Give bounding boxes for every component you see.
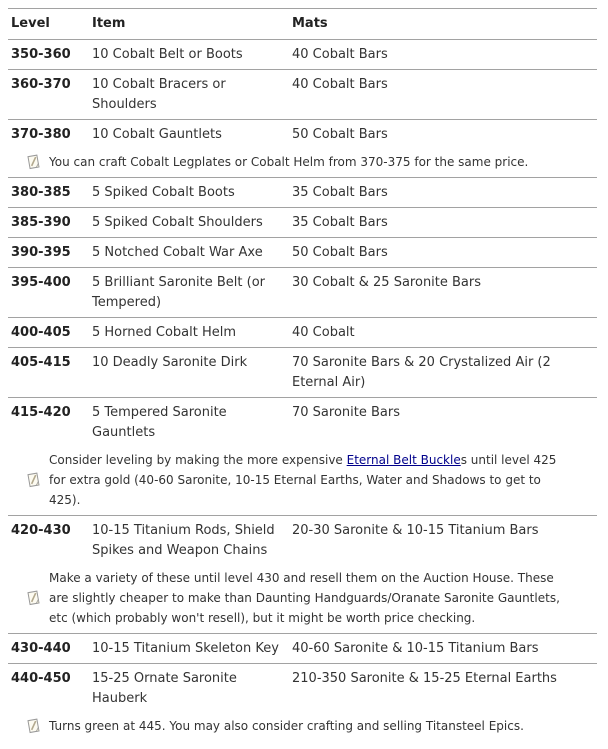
mats-value: 50 Cobalt Bars [292,127,388,142]
level-range: 415-420 [11,405,71,420]
mats-value: 40-60 Saronite & 10-15 Titanium Bars [289,634,597,664]
mats-value: 210-350 Saronite & 15-25 Eternal Earths [292,671,557,686]
note-pencil-icon [26,472,41,488]
note-text-segment: Consider leveling by making the more expensive [49,453,347,467]
level-range: 385-390 [8,208,89,238]
mats-value: 70 Saronite Bars [292,405,400,420]
note-row-1 [8,149,597,178]
item-name: 10 Cobalt Gauntlets [92,127,222,142]
note-pencil-icon [26,718,41,734]
item-name: 10 Cobalt Belt or Boots [89,40,289,70]
level-range: 430-440 [8,634,89,664]
column-header-mats: Mats [289,9,597,40]
item-name: 10 Cobalt Bracers or Shoulders [89,70,289,120]
level-range: 405-415 [8,348,89,398]
item-name: 5 Spiked Cobalt Boots [89,178,289,208]
item-name: 10-15 Titanium Skeleton Key [89,634,289,664]
row-395-400 [8,268,597,318]
mats-value: 40 Cobalt Bars [289,40,597,70]
item-name: 5 Tempered Saronite Gauntlets [92,405,227,440]
row-415-420 [8,398,597,448]
header-row [8,9,597,40]
row-430-440 [8,634,597,664]
item-name: 5 Notched Cobalt War Axe [89,238,289,268]
row-405-415 [8,348,597,398]
item-name: 15-25 Ornate Saronite Hauberk [92,671,237,706]
mats-value: 20-30 Saronite & 10-15 Titanium Bars [292,523,539,538]
note-pencil-icon [26,154,41,170]
note-text: You can craft Cobalt Legplates or Cobalt Helm from 370-375 for the same price. [49,155,529,169]
level-range: 395-400 [8,268,89,318]
level-range: 380-385 [8,178,89,208]
note-text: Make a variety of these until level 430 and resell them on the Auction House. These are slightly cheaper to make than Daunting Handguards/Oranate Saronite Gauntlets, etc (which probably won't resell), but it might be worth price checking. [49,571,560,625]
eternal-belt-buckle-link[interactable]: Eternal Belt Buckle [346,453,461,467]
item-name: 10 Deadly Saronite Dirk [89,348,289,398]
row-400-405 [8,318,597,348]
note-row-2 [8,447,597,516]
mats-value: 35 Cobalt Bars [289,208,597,238]
row-420-430 [8,516,597,566]
note-text-segment: s until level 425 for extra gold (40-60 Saronite, 10-15 Eternal Earths, Water and Shadows to get to 425). [49,453,557,507]
mats-value: 40 Cobalt Bars [289,70,597,120]
item-name: 5 Brilliant Saronite Belt (or Tempered) [89,268,289,318]
leveling-guide-table [8,8,597,741]
item-name: 5 Horned Cobalt Helm [89,318,289,348]
mats-value: 30 Cobalt & 25 Saronite Bars [289,268,597,318]
level-range: 420-430 [11,523,71,538]
level-range: 350-360 [8,40,89,70]
row-370-380 [8,120,597,150]
column-header-level: Level [8,9,89,40]
mats-value: 50 Cobalt Bars [289,238,597,268]
note-row-4 [8,713,597,741]
item-name: 10-15 Titanium Rods, Shield Spikes and Weapon Chains [92,523,275,558]
note-row-3 [8,565,597,634]
level-range: 440-450 [11,671,71,686]
column-header-item: Item [89,9,289,40]
note-text: Turns green at 445. You may also consider crafting and selling Titansteel Epics. [49,719,524,733]
row-390-395 [8,238,597,268]
row-360-370 [8,70,597,120]
row-385-390 [8,208,597,238]
level-range: 400-405 [8,318,89,348]
item-name: 5 Spiked Cobalt Shoulders [89,208,289,238]
level-range: 360-370 [8,70,89,120]
note-text [49,450,567,510]
mats-value: 35 Cobalt Bars [289,178,597,208]
mats-value: 70 Saronite Bars & 20 Crystalized Air (2 Eternal Air) [289,348,597,398]
level-range: 390-395 [8,238,89,268]
note-pencil-icon [26,590,41,606]
mats-value: 40 Cobalt [289,318,597,348]
row-380-385 [8,178,597,208]
level-range: 370-380 [11,127,71,142]
row-350-360 [8,40,597,70]
